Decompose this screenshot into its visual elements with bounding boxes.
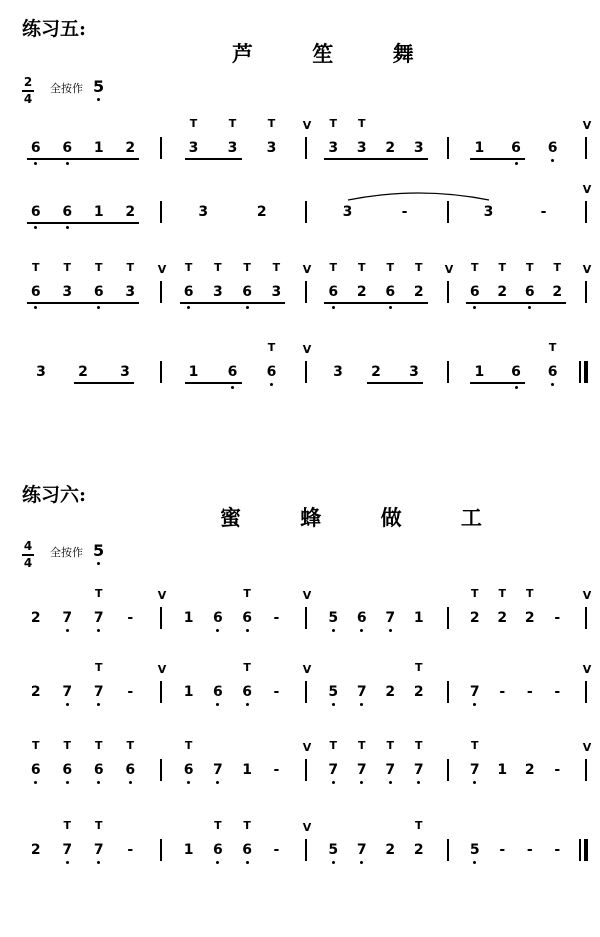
tongue-mark: T (94, 739, 103, 752)
note-digit: 6 (30, 284, 41, 300)
tongue-mark: T (470, 739, 479, 752)
tie-arc (348, 188, 489, 202)
note-digit: 6 (93, 284, 104, 300)
note-digit: 7 (356, 842, 367, 858)
low-octave-dot (66, 162, 69, 165)
note-digit: 5 (469, 842, 480, 858)
dash-note: - (127, 842, 134, 858)
note-digit: 1 (93, 204, 104, 220)
note-digit: 1 (242, 762, 252, 778)
note-digit: 6 (62, 140, 73, 156)
note-digit: 7 (213, 762, 223, 778)
note-digit: 1 (183, 684, 194, 700)
dash-note: - (554, 610, 561, 626)
note-digit: 2 (125, 140, 136, 156)
note-digit: 7 (356, 684, 367, 700)
barline (305, 607, 307, 629)
note-digit: 6 (30, 204, 41, 220)
note-digit: 5 (328, 684, 339, 700)
eighth-underline (185, 382, 242, 384)
tie-curve (348, 193, 489, 200)
low-octave-dot (473, 703, 476, 706)
note-digit: 6 (511, 364, 521, 380)
tongue-mark: T (414, 661, 423, 674)
note-digit: 5 (328, 610, 339, 626)
barline (305, 681, 307, 703)
note-digit: 6 (242, 842, 252, 858)
note-digit: 6 (30, 762, 41, 778)
note-digit: 2 (524, 610, 535, 626)
note-digit: 6 (469, 284, 480, 300)
dash-note: - (499, 842, 506, 858)
tongue-mark: T (228, 117, 237, 130)
low-octave-dot (97, 306, 100, 309)
tongue-mark: T (243, 819, 251, 832)
note-digit: 7 (93, 610, 104, 626)
note-digit: 7 (385, 762, 396, 778)
tongue-mark: T (525, 587, 534, 600)
note-digit: 6 (266, 364, 277, 380)
tongue-mark: T (31, 261, 40, 274)
dash-note: - (273, 684, 280, 700)
note-digit: 3 (266, 140, 277, 156)
low-octave-dot (246, 629, 249, 632)
note-digit: 2 (30, 842, 41, 858)
low-octave-dot (216, 703, 219, 706)
note-digit: 6 (356, 610, 367, 626)
final-barline-thick (584, 361, 588, 383)
breath-mark: V (582, 741, 592, 754)
barline (160, 759, 162, 781)
note-digit: 7 (469, 762, 480, 778)
note-digit: 6 (125, 762, 136, 778)
barline (585, 201, 587, 223)
tongue-mark: T (548, 341, 557, 354)
breath-mark: V (302, 589, 312, 602)
tongue-mark: T (214, 819, 222, 832)
low-octave-dot (231, 386, 234, 389)
tongue-mark: T (498, 587, 506, 600)
tongue-mark: T (357, 261, 366, 274)
tongue-mark: T (414, 261, 423, 274)
dash-note: - (401, 204, 408, 220)
breath-mark: V (157, 663, 167, 676)
low-octave-dot (332, 629, 335, 632)
low-octave-dot (473, 861, 476, 864)
fingering-label: 全按作 (50, 546, 83, 559)
barline (305, 281, 307, 303)
tongue-mark: T (184, 261, 193, 274)
note-digit: 6 (183, 762, 194, 778)
note-digit: 1 (413, 610, 424, 626)
low-octave-dot (551, 159, 554, 162)
low-octave-dot (332, 306, 335, 309)
tongue-mark: T (470, 261, 479, 274)
low-octave-dot (246, 861, 249, 864)
low-octave-dot (216, 861, 219, 864)
note-digit: 3 (188, 140, 199, 156)
low-octave-dot (66, 861, 69, 864)
note-digit: 2 (413, 284, 424, 300)
note-digit: 1 (474, 364, 485, 380)
final-barline-thick (584, 839, 588, 861)
note-digit: 2 (30, 684, 41, 700)
low-octave-dot (97, 861, 100, 864)
eighth-underline (470, 158, 525, 160)
tongue-mark: T (267, 341, 276, 354)
note-digit: 6 (547, 140, 558, 156)
low-octave-dot (270, 383, 273, 386)
note-digit: 6 (183, 284, 194, 300)
tongue-mark: T (272, 261, 281, 274)
note-digit: 7 (328, 762, 339, 778)
barline (447, 759, 449, 781)
eighth-underline (185, 158, 242, 160)
tongue-mark: T (94, 587, 103, 600)
note-digit: 7 (356, 762, 367, 778)
eighth-underline (466, 302, 567, 304)
low-octave-dot (66, 226, 69, 229)
note-digit: 7 (413, 762, 424, 778)
note-digit: 1 (497, 762, 508, 778)
low-octave-dot (187, 781, 190, 784)
note-digit: 3 (409, 364, 419, 380)
dash-note: - (554, 762, 561, 778)
tongue-mark: T (329, 117, 337, 130)
barline (160, 607, 162, 629)
tongue-mark: T (357, 739, 366, 752)
dash-note: - (540, 204, 547, 220)
breath-mark: V (302, 821, 312, 834)
song-title: 蜜 蜂 做 工 (220, 505, 508, 530)
breath-mark: V (302, 741, 312, 754)
low-octave-dot (332, 781, 335, 784)
tongue-mark: T (63, 819, 71, 832)
note-digit: 1 (183, 842, 194, 858)
low-octave-dot (360, 629, 363, 632)
time-signature (20, 540, 36, 570)
note-digit: 2 (30, 610, 41, 626)
dash-note: - (273, 842, 280, 858)
tongue-mark: T (553, 261, 561, 274)
low-octave-dot (246, 703, 249, 706)
barline (160, 281, 162, 303)
note-digit: 3 (483, 204, 494, 220)
tongue-mark: T (386, 739, 394, 752)
barline (447, 607, 449, 629)
low-octave-dot (528, 306, 531, 309)
time-signature-bottom: 4 (23, 91, 33, 106)
note-digit: 6 (93, 762, 104, 778)
barline (447, 201, 449, 223)
low-octave-dot (515, 162, 518, 165)
low-octave-dot (246, 306, 249, 309)
note-digit: 2 (524, 762, 535, 778)
breath-mark: V (582, 589, 592, 602)
note-digit: 7 (469, 684, 480, 700)
note-digit: 3 (227, 140, 238, 156)
note-digit: 6 (62, 204, 73, 220)
dash-note: - (554, 684, 561, 700)
low-octave-dot (34, 162, 37, 165)
dash-note: - (526, 684, 533, 700)
note-digit: 2 (385, 684, 396, 700)
breath-mark: V (302, 343, 312, 356)
tongue-mark: T (243, 261, 251, 274)
low-octave-dot (473, 781, 476, 784)
note-digit: 6 (213, 610, 223, 626)
low-octave-dot (66, 629, 69, 632)
tongue-mark: T (386, 261, 394, 274)
low-octave-dot (34, 781, 37, 784)
key-note: 5 (93, 541, 105, 560)
tongue-mark: T (189, 117, 198, 130)
eighth-underline (27, 222, 140, 224)
low-octave-dot (332, 861, 335, 864)
note-digit: 3 (333, 364, 343, 380)
barline (305, 201, 307, 223)
note-digit: 2 (371, 364, 381, 380)
eighth-underline (470, 382, 525, 384)
low-octave-dot (515, 386, 518, 389)
tongue-mark: T (243, 587, 251, 600)
low-octave-dot (360, 703, 363, 706)
low-octave-dot (97, 629, 100, 632)
tongue-mark: T (414, 819, 423, 832)
note-digit: 7 (93, 842, 104, 858)
low-octave-dot (473, 306, 476, 309)
barline (305, 839, 307, 861)
low-octave-dot (389, 629, 392, 632)
barline (305, 361, 307, 383)
eighth-underline (324, 302, 428, 304)
dash-note: - (499, 684, 506, 700)
note-digit: 1 (93, 140, 104, 156)
note-digit: 6 (213, 842, 223, 858)
tongue-mark: T (357, 117, 366, 130)
note-digit: 6 (328, 284, 339, 300)
note-digit: 3 (328, 140, 339, 156)
breath-mark: V (582, 119, 592, 132)
dash-note: - (273, 610, 280, 626)
breath-mark: V (582, 663, 592, 676)
dash-note: - (526, 842, 533, 858)
note-digit: 1 (183, 610, 194, 626)
tongue-mark: T (31, 739, 40, 752)
eighth-underline (180, 302, 286, 304)
eighth-underline (27, 158, 140, 160)
note-digit: 6 (30, 140, 41, 156)
tongue-mark: T (243, 661, 251, 674)
barline (160, 137, 162, 159)
key-note: 5 (93, 77, 105, 96)
tongue-mark: T (525, 261, 534, 274)
note-digit: 3 (36, 364, 46, 380)
time-signature-top: 4 (23, 539, 33, 553)
breath-mark: V (302, 263, 312, 276)
low-octave-dot (97, 781, 100, 784)
low-octave-dot (417, 781, 420, 784)
note-digit: 3 (62, 284, 73, 300)
note-digit: 3 (413, 140, 424, 156)
breath-mark: V (157, 263, 167, 276)
note-digit: 6 (242, 610, 252, 626)
note-digit: 2 (256, 204, 267, 220)
eighth-underline (367, 382, 423, 384)
low-octave-dot (216, 629, 219, 632)
low-octave-dot (389, 306, 392, 309)
barline (585, 281, 587, 303)
time-signature (20, 76, 36, 106)
tongue-mark: T (94, 661, 103, 674)
breath-mark: V (302, 119, 312, 132)
eighth-underline (27, 302, 140, 304)
breath-mark: V (444, 263, 454, 276)
tongue-mark: T (184, 739, 193, 752)
key-note-low-dot (97, 98, 100, 101)
tongue-mark: T (498, 261, 506, 274)
barline (447, 281, 449, 303)
barline (160, 839, 162, 861)
dash-note: - (273, 762, 280, 778)
low-octave-dot (216, 781, 219, 784)
low-octave-dot (34, 306, 37, 309)
low-octave-dot (66, 703, 69, 706)
time-signature-bottom: 4 (23, 555, 33, 570)
barline (305, 137, 307, 159)
breath-mark: V (302, 663, 312, 676)
barline (447, 681, 449, 703)
tongue-mark: T (94, 261, 103, 274)
low-octave-dot (551, 383, 554, 386)
note-digit: 1 (188, 364, 199, 380)
note-digit: 6 (547, 364, 558, 380)
note-digit: 3 (198, 204, 209, 220)
barline (160, 201, 162, 223)
low-octave-dot (129, 781, 132, 784)
barline (160, 361, 162, 383)
exercise-label: 练习五: (22, 18, 87, 40)
time-signature-top: 2 (23, 75, 33, 89)
barline (585, 759, 587, 781)
final-barline-thin (579, 839, 581, 861)
note-digit: 3 (120, 364, 130, 380)
note-digit: 3 (125, 284, 136, 300)
low-octave-dot (360, 781, 363, 784)
tongue-mark: T (94, 819, 103, 832)
barline (160, 681, 162, 703)
barline (305, 759, 307, 781)
dash-note: - (127, 684, 134, 700)
eighth-underline (324, 158, 428, 160)
note-digit: 6 (242, 684, 252, 700)
dash-note: - (127, 610, 134, 626)
low-octave-dot (389, 781, 392, 784)
dash-note: - (554, 842, 561, 858)
note-digit: 3 (271, 284, 282, 300)
note-digit: 2 (469, 610, 480, 626)
note-digit: 6 (511, 140, 521, 156)
exercise-label: 练习六: (22, 484, 87, 506)
low-octave-dot (97, 703, 100, 706)
tongue-mark: T (63, 739, 71, 752)
note-digit: 7 (62, 610, 73, 626)
barline (585, 607, 587, 629)
tongue-mark: T (126, 739, 134, 752)
barline (585, 137, 587, 159)
barline (447, 839, 449, 861)
note-digit: 7 (385, 610, 396, 626)
note-digit: 2 (385, 842, 396, 858)
note-digit: 2 (413, 684, 424, 700)
note-digit: 2 (552, 284, 563, 300)
low-octave-dot (332, 703, 335, 706)
note-digit: 3 (356, 140, 367, 156)
breath-mark: V (582, 263, 592, 276)
final-barline-thin (579, 361, 581, 383)
note-digit: 2 (413, 842, 424, 858)
note-digit: 6 (62, 762, 73, 778)
low-octave-dot (360, 861, 363, 864)
note-digit: 2 (497, 610, 508, 626)
note-digit: 7 (62, 684, 73, 700)
tongue-mark: T (63, 261, 71, 274)
barline (447, 137, 449, 159)
breath-mark: V (582, 183, 592, 196)
note-digit: 6 (242, 284, 252, 300)
note-digit: 7 (93, 684, 104, 700)
tongue-mark: T (329, 261, 337, 274)
note-digit: 6 (227, 364, 238, 380)
note-digit: 6 (524, 284, 535, 300)
tongue-mark: T (214, 261, 222, 274)
key-note-low-dot (97, 562, 100, 565)
barline (585, 681, 587, 703)
note-digit: 2 (356, 284, 367, 300)
note-digit: 2 (497, 284, 508, 300)
note-digit: 6 (213, 684, 223, 700)
tongue-mark: T (329, 739, 337, 752)
note-digit: 2 (385, 140, 396, 156)
note-digit: 2 (78, 364, 88, 380)
low-octave-dot (187, 306, 190, 309)
note-digit: 7 (62, 842, 73, 858)
fingering-label: 全按作 (50, 82, 83, 95)
note-digit: 3 (342, 204, 353, 220)
tongue-mark: T (414, 739, 423, 752)
eighth-underline (74, 382, 134, 384)
note-digit: 6 (385, 284, 396, 300)
barline (447, 361, 449, 383)
low-octave-dot (66, 781, 69, 784)
breath-mark: V (157, 589, 167, 602)
note-digit: 1 (474, 140, 485, 156)
low-octave-dot (34, 226, 37, 229)
note-digit: 3 (213, 284, 223, 300)
note-digit: 2 (125, 204, 136, 220)
tongue-mark: T (126, 261, 134, 274)
tongue-mark: T (267, 117, 276, 130)
note-digit: 5 (328, 842, 339, 858)
song-title: 芦 笙 舞 (232, 41, 440, 66)
tongue-mark: T (470, 587, 479, 600)
